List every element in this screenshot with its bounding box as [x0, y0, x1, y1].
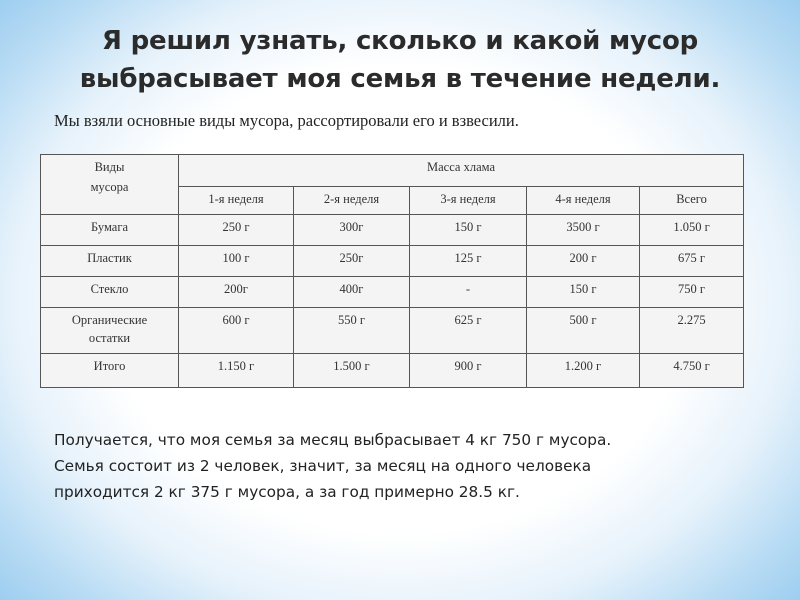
table-row: [41, 308, 744, 354]
table-cell: 1.050 г: [640, 215, 744, 246]
title-line-2: выбрасывает моя семья в течение недели.: [79, 64, 721, 94]
table-cell: 3500 г: [527, 215, 640, 246]
header-total: Всего: [640, 187, 744, 215]
row-label: Бумага: [41, 215, 179, 246]
table-cell: 750 г: [640, 277, 744, 308]
table-cell: 625 г: [410, 308, 527, 354]
table-row: [41, 277, 744, 308]
intro-text: Мы взяли основные виды мусора, рассортировали его и взвесили.: [54, 111, 519, 130]
header-category: [41, 155, 179, 215]
table-row-total: [41, 354, 744, 388]
table-cell: 250г: [294, 246, 410, 277]
table-cell: 150 г: [527, 277, 640, 308]
table-cell: 550 г: [294, 308, 410, 354]
conclusion-line-2: Семья состоит из 2 человек, значит, за месяц на одного человека: [54, 457, 592, 475]
table-cell: 4.750 г: [640, 354, 744, 388]
table-cell: 125 г: [410, 246, 527, 277]
table-cell: 1.200 г: [527, 354, 640, 388]
table-cell: 300г: [294, 215, 410, 246]
table-cell: 2.275: [640, 308, 744, 354]
header-mass: Масса хлама: [179, 155, 744, 187]
table-cell: 200г: [179, 277, 294, 308]
header-category-line-1: Виды: [94, 160, 125, 174]
table-row: [41, 215, 744, 246]
header-week-3: 3-я неделя: [410, 187, 527, 215]
table-header-row: [41, 155, 744, 187]
table-cell: 250 г: [179, 215, 294, 246]
conclusion-line-3: приходится 2 кг 375 г мусора, а за год примерно 28.5 кг.: [54, 483, 520, 501]
header-week-2: 2-я неделя: [294, 187, 410, 215]
table-cell: 100 г: [179, 246, 294, 277]
row-label: Итого: [41, 354, 179, 388]
table-cell: 500 г: [527, 308, 640, 354]
title-line-1: Я решил узнать, сколько и какой мусор: [101, 26, 699, 56]
table-cell: -: [410, 277, 527, 308]
row-label: Стекло: [41, 277, 179, 308]
conclusion-text: [54, 427, 754, 505]
header-category-line-2: мусора: [90, 180, 129, 194]
waste-table: [40, 154, 744, 388]
row-label-line-2: остатки: [88, 331, 131, 345]
header-week-1: 1-я неделя: [179, 187, 294, 215]
table-cell: 900 г: [410, 354, 527, 388]
table-cell: 400г: [294, 277, 410, 308]
table-cell: 600 г: [179, 308, 294, 354]
row-label: Пластик: [41, 246, 179, 277]
row-label: [41, 308, 179, 354]
slide-title: [40, 22, 760, 98]
table-cell: 150 г: [410, 215, 527, 246]
table-row: [41, 246, 744, 277]
table-cell: 675 г: [640, 246, 744, 277]
header-week-4: 4-я неделя: [527, 187, 640, 215]
conclusion-line-1: Получается, что моя семья за месяц выбрасывает 4 кг 750 г мусора.: [54, 431, 612, 449]
table-cell: 1.150 г: [179, 354, 294, 388]
row-label-line-1: Органические: [71, 313, 148, 327]
table-cell: 200 г: [527, 246, 640, 277]
table-cell: 1.500 г: [294, 354, 410, 388]
